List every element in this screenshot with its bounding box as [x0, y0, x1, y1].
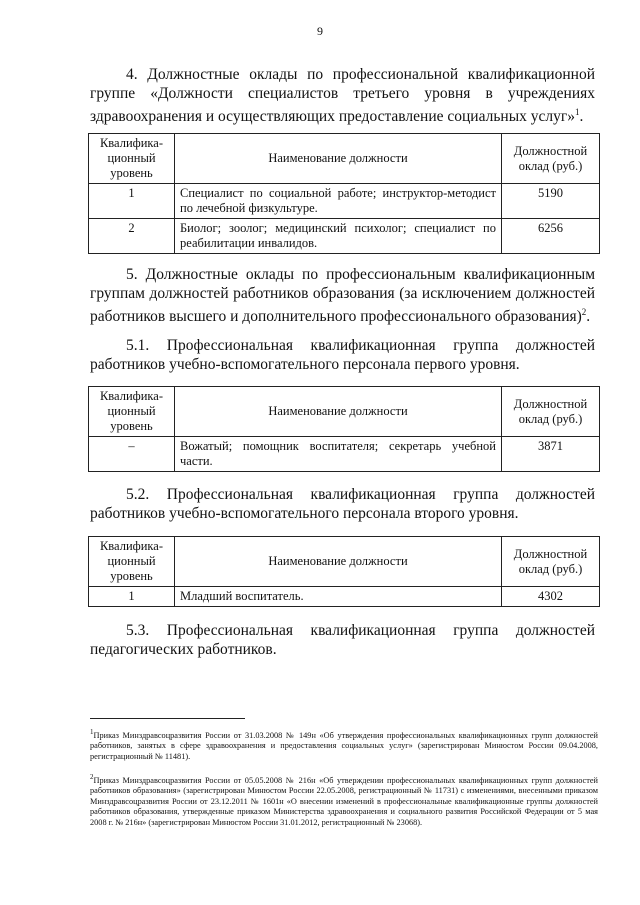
section-5-1-text: Профессиональная квалификационная группа должностей работников учебно-вспомогательного персонала первого уровня. [90, 337, 595, 373]
row-salary: 6256 [502, 219, 600, 254]
table-header-row [89, 537, 600, 587]
row-position-name: Младший воспитатель. [175, 587, 502, 607]
footnote-2 [90, 772, 598, 828]
section-4-number: 4. [126, 66, 138, 83]
row-salary: 5190 [502, 184, 600, 219]
footnote-1-mark: 1 [90, 728, 94, 736]
table-row [89, 184, 600, 219]
row-level: – [89, 437, 175, 472]
row-position-name: Вожатый; помощник воспитателя; секретарь учебной части. [175, 437, 502, 472]
section-5-3-paragraph [90, 621, 595, 659]
section-5-number: 5. [126, 266, 138, 283]
salary-table-2 [88, 386, 600, 472]
header-level: Квалифика-ционный уровень [89, 387, 175, 437]
footnote-1-text: Приказ Минздравсоцразвития России от 31.03.2008 № 149н «Об утверждения профессиональных квалификационных групп должностей работников, занятых в сфере здравоохранения и предоставления социальных услуг» (зарегистрирован Минюстом России 09.04.2008, регистрационный № 11481). [90, 730, 598, 761]
header-level: Квалифика-ционный уровень [89, 134, 175, 184]
row-level: 2 [89, 219, 175, 254]
row-position-name: Биолог; зоолог; медицинский психолог; специалист по реабилитации инвалидов. [175, 219, 502, 254]
header-position-name: Наименование должности [175, 134, 502, 184]
salary-table-3 [88, 536, 600, 607]
table-row [89, 219, 600, 254]
section-5-2-paragraph [90, 485, 595, 523]
footnote-ref-1[interactable]: 1 [574, 107, 580, 117]
row-salary: 4302 [502, 587, 600, 607]
header-position-name: Наименование должности [175, 537, 502, 587]
header-position-name: Наименование должности [175, 387, 502, 437]
row-position-name: Специалист по социальной работе; инструктор-методист по лечебной физкультуре. [175, 184, 502, 219]
section-5-1-number: 5.1. [126, 337, 150, 354]
footnote-ref-2[interactable]: 2 [581, 307, 587, 317]
section-4-paragraph: 4. Должностные оклады по профессиональной квалификационной группе «Должности специалистов третьего уровня в учреждениях здравоохранения и осуществляющих предоставление социальных услуг»$^1$. [90, 66, 595, 126]
section-5-2-text: Профессиональная квалификационная группа должностей работников учебно-вспомогательного персонала второго уровня. [90, 486, 595, 522]
footnote-separator [90, 718, 245, 719]
row-level: 1 [89, 587, 175, 607]
table-header-row [89, 387, 600, 437]
salary-table-1 [88, 133, 600, 254]
row-level: 1 [89, 184, 175, 219]
section-5-3-number: 5.3. [126, 622, 150, 639]
row-salary: 3871 [502, 437, 600, 472]
section-5-paragraph: 5. Должностные оклады по профессиональным квалификационным группам должностей работников образования (за исключением должностей работников высшего и дополнительного профессионального образования)$^2$. [90, 266, 595, 326]
table-row [89, 587, 600, 607]
section-5-1-paragraph [90, 336, 595, 374]
page-number: 9 [317, 24, 323, 38]
header-salary: Должностной оклад (руб.) [502, 387, 600, 437]
header-level: Квалифика-ционный уровень [89, 537, 175, 587]
section-5-2-number: 5.2. [126, 486, 150, 503]
footnote-2-text: Приказ Минздравсоцразвития России от 05.05.2008 № 216н «Об утверждении профессиональных квалификационных групп должностей работников образования» (зарегистрирован Минюстом России 22.05.2008, регистрационный № 11731) с изменениями, внесенными приказом Минздравсоцразвития России от 23.12.2011 № 1601н «О внесении изменений в профессиональные квалификационные группы должностей работников образования, утвержденные приказом Министерства здравоохранения и социального развития Российской Федерации от 5 мая 2008 г. № 216н» (зарегистрирован Минюстом России 31.01.2012, регистрационный № 23068). [90, 775, 598, 827]
section-5-text: Должностные оклады по профессиональным квалификационным группам должностей работников образования (за исключением должностей работников высшего и дополнительного профессионального образования) [90, 266, 595, 326]
header-salary: Должностной оклад (руб.) [502, 537, 600, 587]
footnote-2-mark: 2 [90, 773, 94, 781]
footnote-1 [90, 727, 598, 762]
header-salary: Должностной оклад (руб.) [502, 134, 600, 184]
table-header-row [89, 134, 600, 184]
table-row [89, 437, 600, 472]
section-4-text: Должностные оклады по профессиональной квалификационной группе «Должности специалистов третьего уровня в учреждениях здравоохранения и осуществляющих предоставление социальных услуг» [90, 66, 595, 126]
section-5-3-text: Профессиональная квалификационная группа должностей педагогических работников. [90, 622, 595, 658]
